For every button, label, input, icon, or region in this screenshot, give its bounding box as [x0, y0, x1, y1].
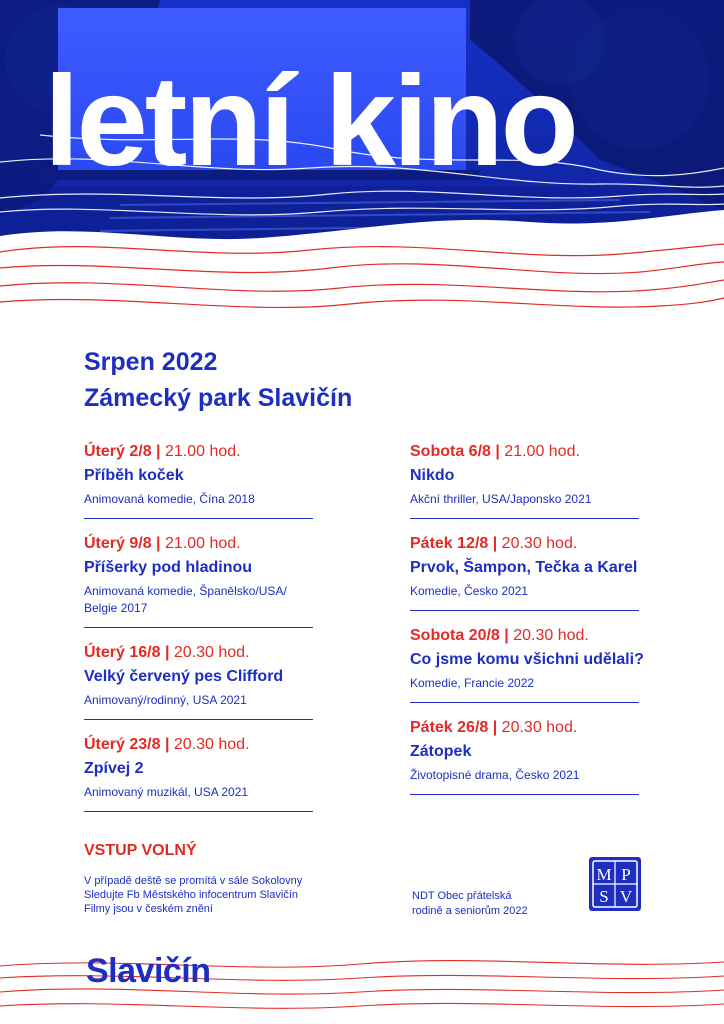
event-item	[84, 440, 316, 519]
event-description: Komedie, Francie 2022	[410, 676, 535, 690]
separator: |	[156, 535, 161, 552]
event-date	[84, 440, 316, 464]
event-day: Pátek 26/8	[410, 719, 489, 736]
event-description: Akční thriller, USA/Japonsko 2021	[410, 492, 592, 506]
facebook-note: Sledujte Fb Městského infocentrum Slavičín	[84, 889, 298, 901]
divider	[84, 518, 313, 519]
sponsor-text	[412, 889, 528, 919]
divider	[410, 610, 639, 611]
event-time: 21.00 hod.	[164, 535, 241, 552]
event-day: Pátek 12/8	[410, 535, 489, 552]
event-day: Úterý 23/8	[84, 736, 161, 753]
event-title: Co jsme komu všichni udělali?	[410, 651, 644, 668]
mpsv-logo	[588, 856, 642, 912]
event-title: Příběh koček	[84, 467, 184, 484]
svg-text:S: S	[599, 887, 609, 906]
event-item	[410, 440, 642, 519]
divider	[84, 811, 313, 812]
event-time: 21.00 hod.	[504, 443, 580, 460]
divider	[410, 518, 639, 519]
poster-title: letní kino	[44, 50, 576, 193]
month-year: Srpen 2022	[84, 348, 218, 376]
event-time: 20.30 hod.	[513, 627, 589, 644]
hero-photo	[0, 0, 724, 320]
event-item	[84, 641, 316, 720]
info-notes	[84, 874, 302, 916]
event-day: Úterý 16/8	[84, 644, 161, 661]
schedule-left-column	[84, 440, 316, 825]
separator: |	[492, 719, 498, 736]
event-title: Prvok, Šampon, Tečka a Karel	[410, 559, 638, 576]
svg-text:V: V	[619, 887, 633, 906]
event-item	[410, 532, 642, 611]
schedule-right-column	[410, 440, 642, 808]
event-date	[84, 641, 316, 665]
event-date	[410, 624, 642, 648]
event-day: Úterý 9/8	[84, 535, 152, 552]
event-description: Animovaná komedie, Čína 2018	[84, 492, 255, 506]
separator: |	[495, 443, 500, 460]
separator: |	[164, 736, 170, 753]
event-time: 20.30 hod.	[173, 644, 250, 661]
subhead	[84, 344, 352, 416]
event-title: Nikdo	[410, 467, 455, 484]
event-title: Příšerky pod hladinou	[84, 559, 253, 576]
event-title: Velký červený pes Clifford	[84, 668, 284, 685]
event-title: Zátopek	[410, 743, 472, 760]
event-description: Animovaná komedie, Španělsko/USA/ Belgie 2017	[84, 584, 287, 615]
event-item	[410, 624, 642, 703]
event-time: 21.00 hod.	[164, 443, 241, 460]
sponsor-line-1: NDT Obec přátelská	[412, 890, 512, 902]
event-day: Sobota 20/8	[410, 627, 500, 644]
divider	[84, 719, 313, 720]
event-time: 20.30 hod.	[501, 535, 578, 552]
venue: Zámecký park Slavičín	[84, 384, 353, 412]
event-title: Zpívej 2	[84, 760, 144, 777]
separator: |	[164, 644, 170, 661]
separator: |	[504, 627, 509, 644]
divider	[410, 702, 639, 703]
event-description: Animovaný muzikál, USA 2021	[84, 785, 249, 799]
event-item	[84, 532, 316, 628]
svg-text:P: P	[621, 865, 631, 884]
divider	[84, 627, 313, 628]
separator: |	[156, 443, 161, 460]
town-name: Slavičín	[86, 952, 211, 990]
event-day: Sobota 6/8	[410, 443, 491, 460]
event-description: Životopisné drama, Česko 2021	[410, 768, 580, 782]
event-day: Úterý 2/8	[84, 443, 152, 460]
event-date	[84, 733, 316, 757]
event-time: 20.30 hod.	[501, 719, 578, 736]
divider	[410, 794, 639, 795]
event-date	[410, 440, 642, 464]
rain-note: V případě deště se promítá v sále Sokolovny	[84, 875, 303, 887]
event-date	[410, 716, 642, 740]
free-entry-label: VSTUP VOLNÝ	[84, 842, 197, 859]
event-item	[84, 733, 316, 812]
language-note: Filmy jsou v českém znění	[84, 903, 213, 915]
event-item	[410, 716, 642, 795]
separator: |	[492, 535, 498, 552]
event-date	[410, 532, 642, 556]
sponsor-line-2: rodině a seniorům 2022	[412, 905, 528, 917]
event-time: 20.30 hod.	[173, 736, 250, 753]
svg-text:M: M	[596, 865, 612, 884]
event-description: Animovaný/rodinný, USA 2021	[84, 693, 247, 707]
event-date	[84, 532, 316, 556]
event-description: Komedie, Česko 2021	[410, 584, 529, 598]
